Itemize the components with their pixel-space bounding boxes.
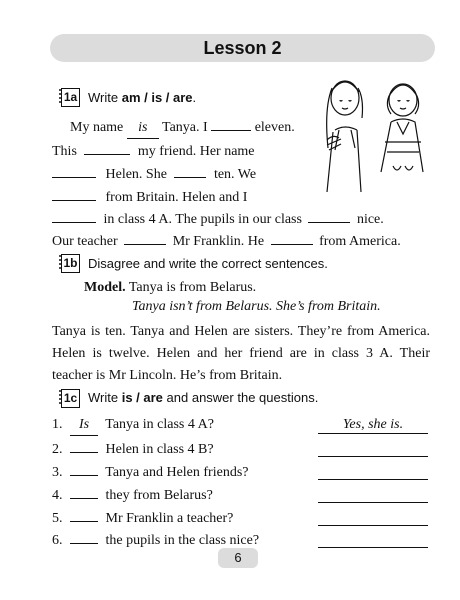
ex1a-line-5: in class 4 A. The pupils in our class nice.: [52, 208, 384, 230]
answer-line-1[interactable]: Yes, she is.: [318, 417, 428, 434]
lesson-title: Lesson 2: [50, 34, 435, 62]
question-5-fill[interactable]: [70, 507, 98, 522]
question-2: 2. Helen in class 4 B?: [52, 438, 214, 460]
exercise-1a-label: 1a: [61, 88, 80, 107]
question-6-fill[interactable]: [70, 529, 98, 544]
question-6: 6. the pupils in the class nice?: [52, 529, 259, 551]
answer-blank[interactable]: [84, 140, 130, 155]
answer-blank[interactable]: [211, 116, 251, 131]
model-label: Model.: [84, 280, 126, 295]
question-5: 5. Mr Franklin a teacher?: [52, 507, 233, 529]
exercise-1b-badge: [58, 253, 80, 273]
ex1a-line-6: Our teacher Mr Franklin. He from America.: [52, 230, 401, 252]
exercise-1c-badge: [58, 388, 80, 408]
ex1a-line-2: This my friend. Her name: [52, 140, 255, 162]
answer-blank[interactable]: [52, 208, 96, 223]
question-4: 4. they from Belarus?: [52, 484, 213, 506]
question-2-fill[interactable]: [70, 438, 98, 453]
answer-line-3[interactable]: [318, 463, 428, 480]
answer-blank[interactable]: [52, 163, 96, 178]
answer-line-4[interactable]: [318, 486, 428, 503]
exercise-1c-instruction: Write is / are and answer the questions.: [88, 390, 319, 405]
answer-line-5[interactable]: [318, 509, 428, 526]
ex1a-line-4: from Britain. Helen and I: [52, 186, 247, 208]
question-3-fill[interactable]: [70, 461, 98, 476]
page-number: 6: [218, 548, 258, 568]
model-answer: Tanya isn’t from Belarus. She’s from Britain.: [132, 299, 381, 314]
two-girls-illustration: [305, 70, 440, 198]
model-text: Tanya is from Belarus.: [128, 280, 257, 295]
question-4-fill[interactable]: [70, 484, 98, 499]
exercise-1b-instruction: Disagree and write the correct sentences.: [88, 256, 328, 271]
answer-blank[interactable]: [308, 208, 350, 223]
answer-blank[interactable]: [271, 230, 313, 245]
ex1a-line-3: Helen. She ten. We: [52, 163, 256, 185]
model-line: [84, 278, 256, 298]
answer-blank[interactable]: [174, 163, 206, 178]
answer-blank[interactable]: [124, 230, 166, 245]
ex1a-example-fill: is: [127, 118, 159, 139]
exercise-1b-paragraph: Tanya is ten. Tanya and Helen are sisters. They’re from America. Helen is twelve. Helen and her friend are in class 3 A. Their teacher is Mr Lincoln. He’s from Britain.: [52, 324, 430, 383]
answer-blank[interactable]: [52, 186, 96, 201]
exercise-1c-label: 1c: [61, 389, 80, 408]
question-1: 1. Is Tanya in class 4 A?: [52, 415, 214, 436]
question-1-fill: Is: [70, 415, 98, 436]
question-3: 3. Tanya and Helen friends?: [52, 461, 248, 483]
ex1a-line-1: My name is Tanya. I eleven.: [70, 116, 295, 139]
exercise-1a-instruction: Write am / is / are.: [88, 90, 197, 105]
exercise-1b-label: 1b: [61, 254, 80, 273]
exercise-1a-badge: [58, 87, 80, 107]
answer-line-6[interactable]: [318, 531, 428, 548]
answer-line-2[interactable]: [318, 440, 428, 457]
